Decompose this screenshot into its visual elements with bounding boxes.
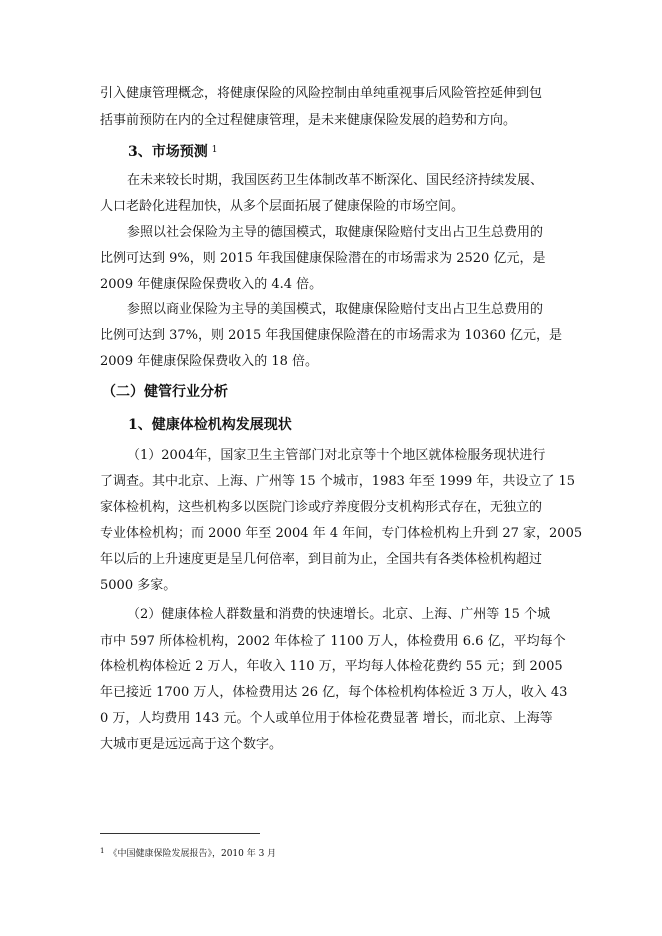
heading-text: 3、市场预测 — [128, 144, 208, 160]
paragraph-line: 家体检机构，这些机构多以医院门诊或疗养度假分支机构形式存在，无独立的 — [100, 500, 543, 515]
paragraph-line: 了调查。其中北京、上海、广州等 15 个城市，1983 年至 1999 年，共设立了 15 — [100, 474, 576, 489]
paragraph-line: 2009 年健康保险保费收入的 4.4 倍。 — [100, 277, 323, 292]
paragraph-line: 引入健康管理概念，将健康保险的风险控制由单纯重视事后风险管控延伸到包 — [100, 86, 543, 101]
section-heading-industry-analysis: （二）健管行业分析 — [102, 384, 228, 400]
subsection-heading-checkup-institutions: 1、健康体检机构发展现状 — [128, 417, 292, 433]
paragraph-line: 市中 597 所体检机构，2002 年体检了 1100 万人，体检费用 6.6 亿，平均每个 — [100, 634, 566, 649]
paragraph-line: 专业体检机构；而 2000 年至 2004 年 4 年间，专门体检机构上升到 27 家，2005 — [100, 526, 583, 541]
paragraph-line: 年已接近 1700 万人，体检费用达 26 亿，每个体检机构体检近 3 万人，收入 43 — [100, 685, 568, 700]
footnote — [100, 845, 276, 860]
footnote-text: 《中国健康保险发展报告》，2010 年 3 月 — [108, 849, 277, 859]
section-heading-market-forecast — [128, 141, 217, 161]
footnote-reference[interactable]: 1 — [211, 145, 218, 155]
paragraph-line: 比例可达到 37%，则 2015 年我国健康保险潜在的市场需求为 10360 亿元，是 — [100, 328, 562, 343]
paragraph-line: 参照以商业保险为主导的美国模式，取健康保险赔付支出占卫生总费用的 — [127, 302, 544, 317]
paragraph-line: 括事前预防在内的全过程健康管理，是未来健康保险发展的趋势和方向。 — [100, 113, 517, 128]
paragraph-line: 0 万，人均费用 143 元。个人或单位用于体检花费显著 增长，而北京、上海等 — [100, 711, 553, 726]
footnote-mark: 1 — [100, 847, 105, 855]
paragraph-line: 人口老龄化进程加快，从多个层面拓展了健康保险的市场空间。 — [100, 199, 465, 214]
paragraph-line: 5000 多家。 — [100, 578, 177, 593]
paragraph-line: 年以后的上升速度更是呈几何倍率，到目前为止，全国共有各类体检机构超过 — [100, 552, 543, 567]
paragraph-line: 参照以社会保险为主导的德国模式，取健康保险赔付支出占卫生总费用的 — [127, 225, 544, 240]
footnote-separator — [100, 833, 260, 834]
paragraph-line: （1）2004年，国家卫生主管部门对北京等十个地区就体检服务现状进行 — [127, 448, 546, 463]
paragraph-line: 大城市更是远远高于这个数字。 — [100, 737, 283, 752]
paragraph-line: 体检机构体检近 2 万人，年收入 110 万，平均每人体检花费约 55 元；到 2005 — [100, 659, 563, 674]
paragraph-line: 2009 年健康保险保费收入的 18 倍。 — [100, 354, 319, 369]
paragraph-line: （2）健康体检人群数量和消费的快速增长。北京、上海、广州等 15 个城 — [127, 607, 551, 622]
paragraph-line: 在未来较长时期，我国医药卫生体制改革不断深化、国民经济持续发展、 — [127, 173, 544, 188]
paragraph-line: 比例可达到 9%，则 2015 年我国健康保险潜在的市场需求为 2520 亿元，是 — [100, 251, 546, 266]
